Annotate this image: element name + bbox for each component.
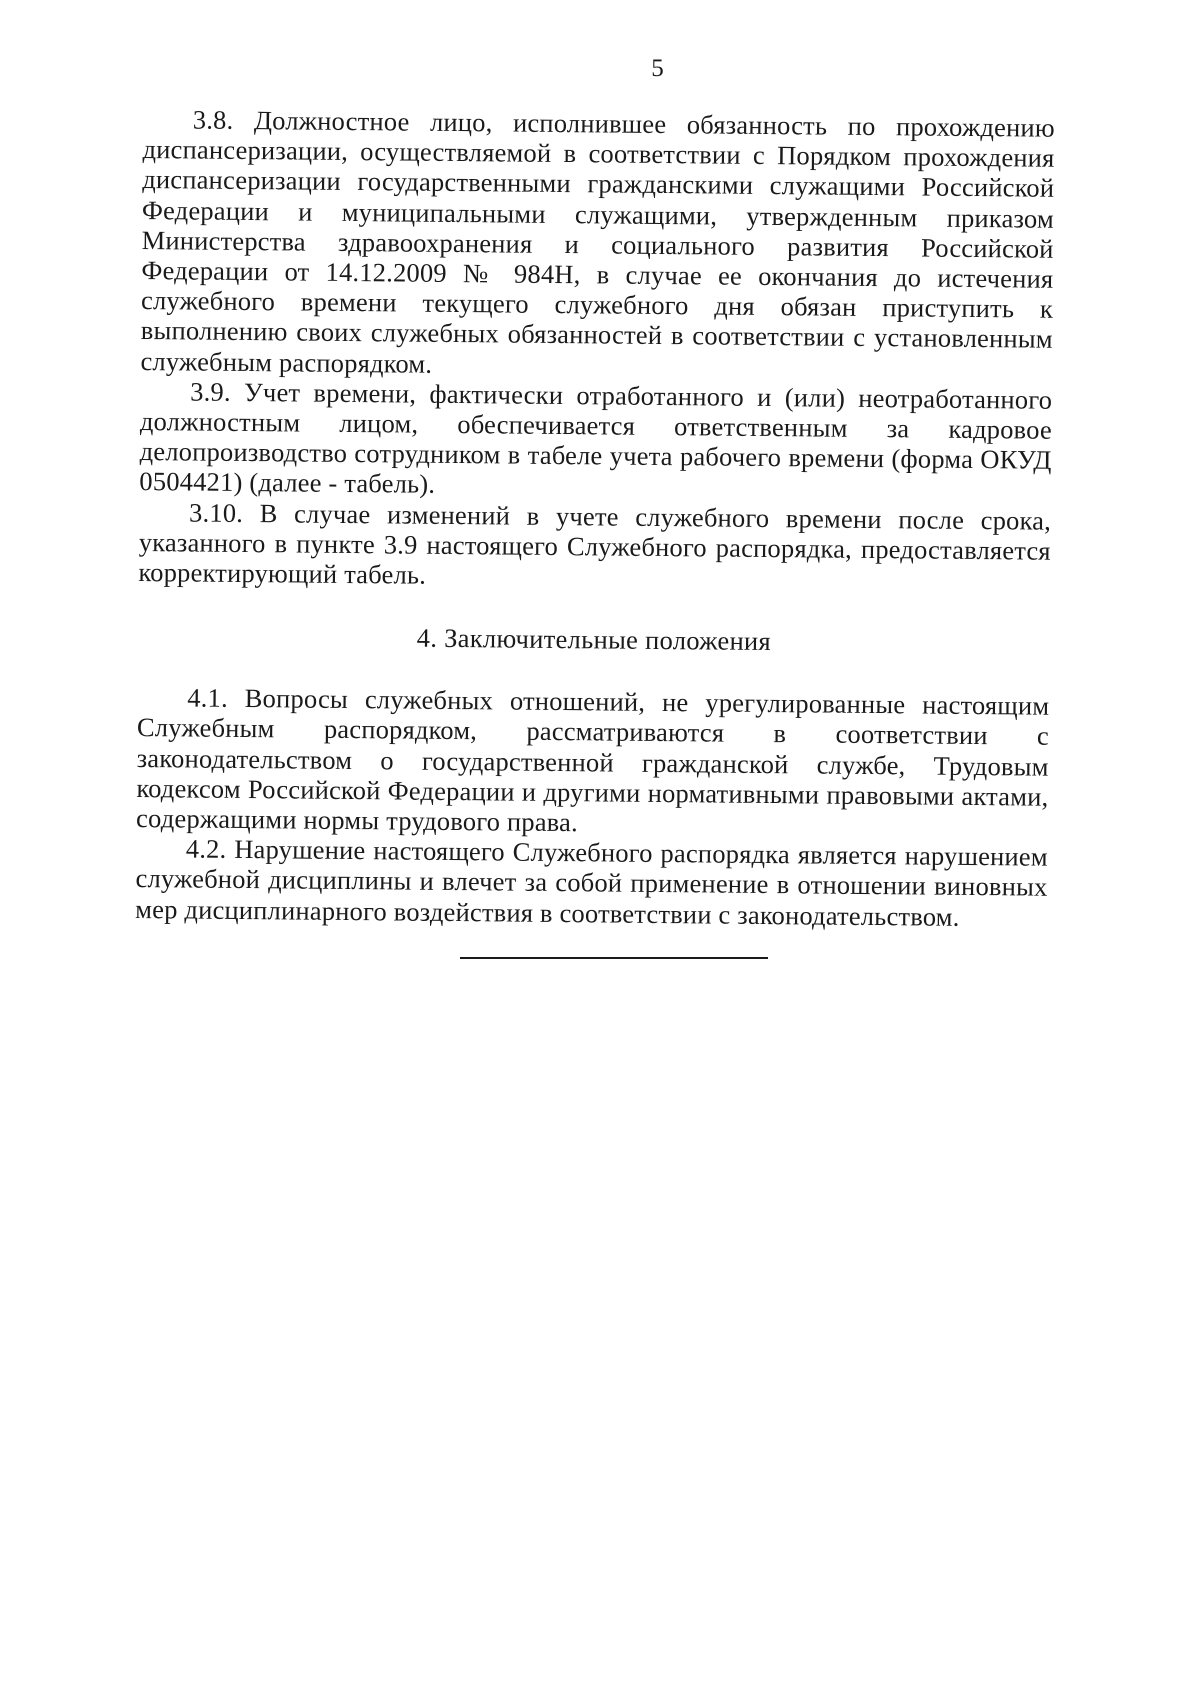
closing-divider-line: [460, 957, 768, 959]
document-body: [135, 104, 1055, 933]
paragraph-3-9: 3.9. Учет времени, фактически отработанного и (или) неотработанного должностным лицом, обеспечивается ответственным за кадровое делопроизводство сотрудником в табеле учета рабочего времени (форма ОКУД 0504421) (далее - табель).: [139, 376, 1053, 500]
paragraph-4-2: 4.2. Нарушение настоящего Служебного распорядка является нарушением служебной дисциплины и влечет за собой применение в отношении виновных мер дисциплинарного воздействия в соответствии с законодательством.: [135, 833, 1048, 932]
paragraph-4-1: 4.1. Вопросы служебных отношений, не урегулированные настоящим Служебным распорядком, рассматриваются в соответствии с законодательством о государственной гражданской службе, Трудовым кодексом Российской Федерации и другими нормативными правовыми актами, содержащими нормы трудового права.: [136, 682, 1050, 838]
paragraph-3-8: 3.8. Должностное лицо, исполнившее обязанность по прохождению диспансеризации, осуществляемой в соответствии с Порядком прохождения диспансеризации государственными гражданскими служащими Российской Федерации и муниципальными служащими, утвержденным приказом Министерства здравоохранения и социального развития Российской Федерации от 14.12.2009 № 984Н, в случае ее окончания до истечения служебного времени текущего служебного дня обязан приступить к выполнению своих служебных обязанностей в соответствии с установленным служебным распорядком.: [140, 104, 1055, 379]
section-4-heading: 4. Заключительные положения: [416, 622, 772, 657]
page-number: 5: [651, 55, 664, 82]
paragraph-3-10: 3.10. В случае изменений в учете служебного времени после срока, указанного в пункте 3.9 настоящего Служебного распорядка, предоставляется корректирующий табель.: [138, 497, 1052, 590]
